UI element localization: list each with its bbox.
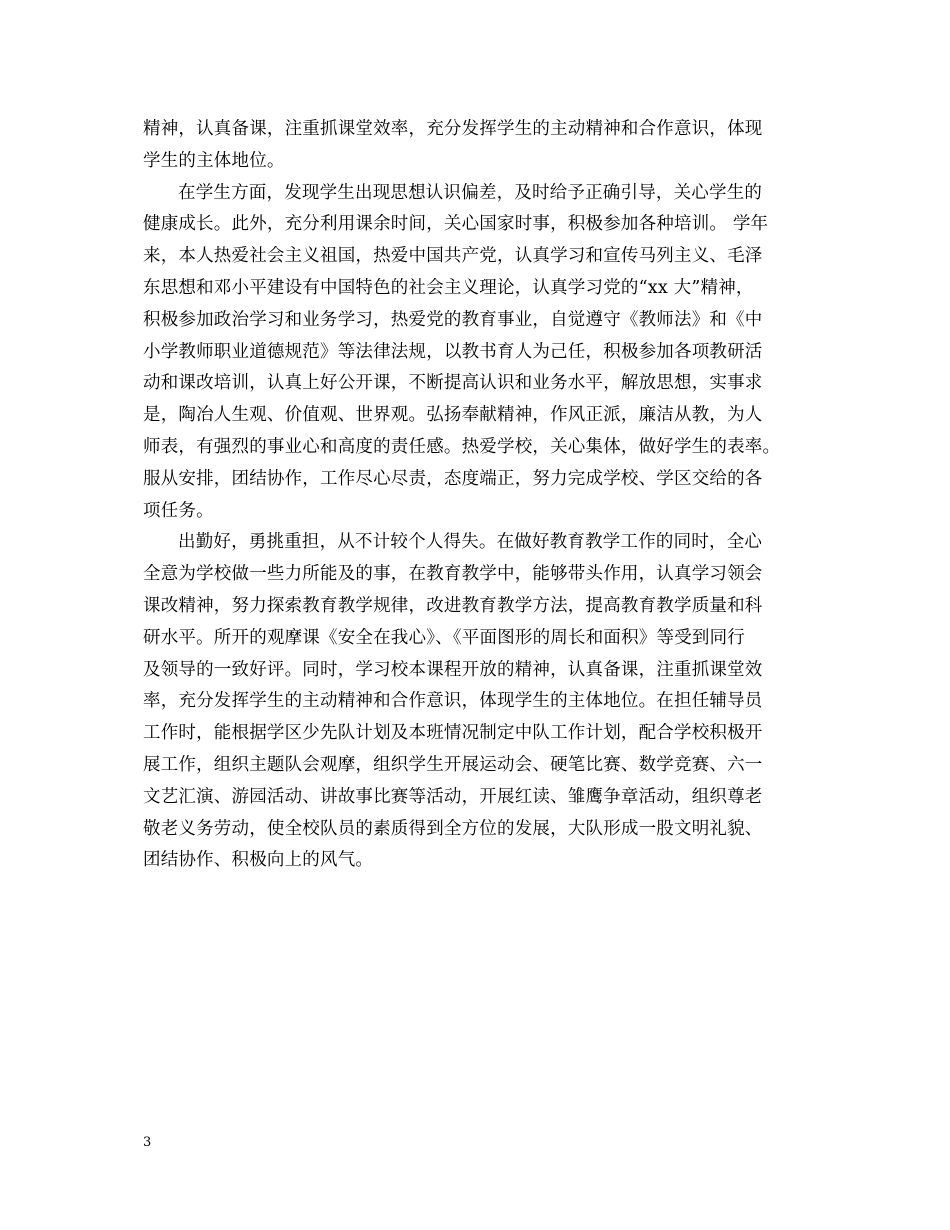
paragraph-2-line-5: 积极参加政治学习和业务学习，热爱党的教育事业，自觉遵守《教师法》和《中 — [143, 309, 763, 330]
paragraph-3-line-4: 研水平。所开的观摩课《安全在我心》、《平面图形的周长和面积》等受到同行 — [143, 627, 745, 648]
paragraph-3-line-7: 工作时，能根据学区少先队计划及本班情况制定中队工作计划，配合学校积极开 — [143, 723, 763, 744]
paragraph-3-line-10: 敬老义务劳动，使全校队员的素质得到全方位的发展，大队形成一股文明礼貌、 — [143, 818, 763, 839]
paragraph-3-line-11: 团结协作、积极向上的风气。 — [143, 850, 374, 871]
paragraph-3-line-3: 课改精神，努力探索教育教学规律，改进教育教学方法，提高教育教学质量和科 — [143, 595, 763, 616]
paragraph-2-line-7: 动和课改培训，认真上好公开课，不断提高认识和业务水平，解放思想，实事求 — [143, 373, 763, 394]
paragraph-2-line-11: 项任务。 — [143, 500, 214, 521]
paragraph-2-line-3: 来，本人热爱社会主义祖国，热爱中国共产党，认真学习和宣传马列主义、毛泽 — [143, 246, 763, 267]
paragraph-2-line-4: 东思想和邓小平建设有中国特色的社会主义理论，认真学习党的“xx 大”精神， — [143, 277, 754, 298]
paragraph-2-line-2: 健康成长。此外，充分利用课余时间，关心国家时事，积极参加各种培训。 学年 — [143, 214, 769, 235]
paragraph-3-line-9: 文艺汇演、游园活动、讲故事比赛等活动，开展红读、雏鹰争章活动，组织尊老 — [143, 786, 763, 807]
paragraph-1-line-1: 精神，认真备课，注重抓课堂效率，充分发挥学生的主动精神和合作意识，体现 — [143, 119, 763, 139]
paragraph-3-line-2: 全意为学校做一些力所能及的事，在教育教学中，能够带头作用，认真学习领会 — [143, 564, 763, 585]
paragraph-2-line-8: 是，陶冶人生观、价值观、世界观。弘扬奉献精神，作风正派，廉洁从教，为人 — [143, 405, 763, 426]
paragraph-1-line-2: 学生的主体地位。 — [143, 150, 285, 171]
paragraph-2-line-1: 在学生方面，发现学生出现思想认识偏差，及时给予正确引导，关心学生的 — [178, 182, 763, 203]
page-number: 3 — [143, 1135, 152, 1150]
paragraph-3-line-5: 及领导的一致好评。同时，学习校本课程开放的精神，认真备课，注重抓课堂效 — [143, 659, 763, 680]
paragraph-2-line-6: 小学教师职业道德规范》等法律法规，以教书育人为己任，积极参加各项教研活 — [143, 341, 763, 362]
paragraph-3-line-1: 出勤好，勇挑重担，从不计较个人得失。在做好教育教学工作的同时，全心 — [178, 532, 763, 553]
paragraph-3-line-8: 展工作，组织主题队会观摩，组织学生开展运动会、硬笔比赛、数学竞赛、六一 — [143, 754, 763, 775]
paragraph-3-line-6: 率，充分发挥学生的主动精神和合作意识，体现学生的主体地位。在担任辅导员 — [143, 691, 763, 712]
paragraph-2-line-10: 服从安排，团结协作，工作尽心尽责，态度端正，努力完成学校、学区交给的各 — [143, 468, 763, 489]
paragraph-2-line-9: 师表，有强烈的事业心和高度的责任感。热爱学校，关心集体，做好学生的表率。 — [143, 436, 781, 457]
body-text — [143, 114, 811, 877]
